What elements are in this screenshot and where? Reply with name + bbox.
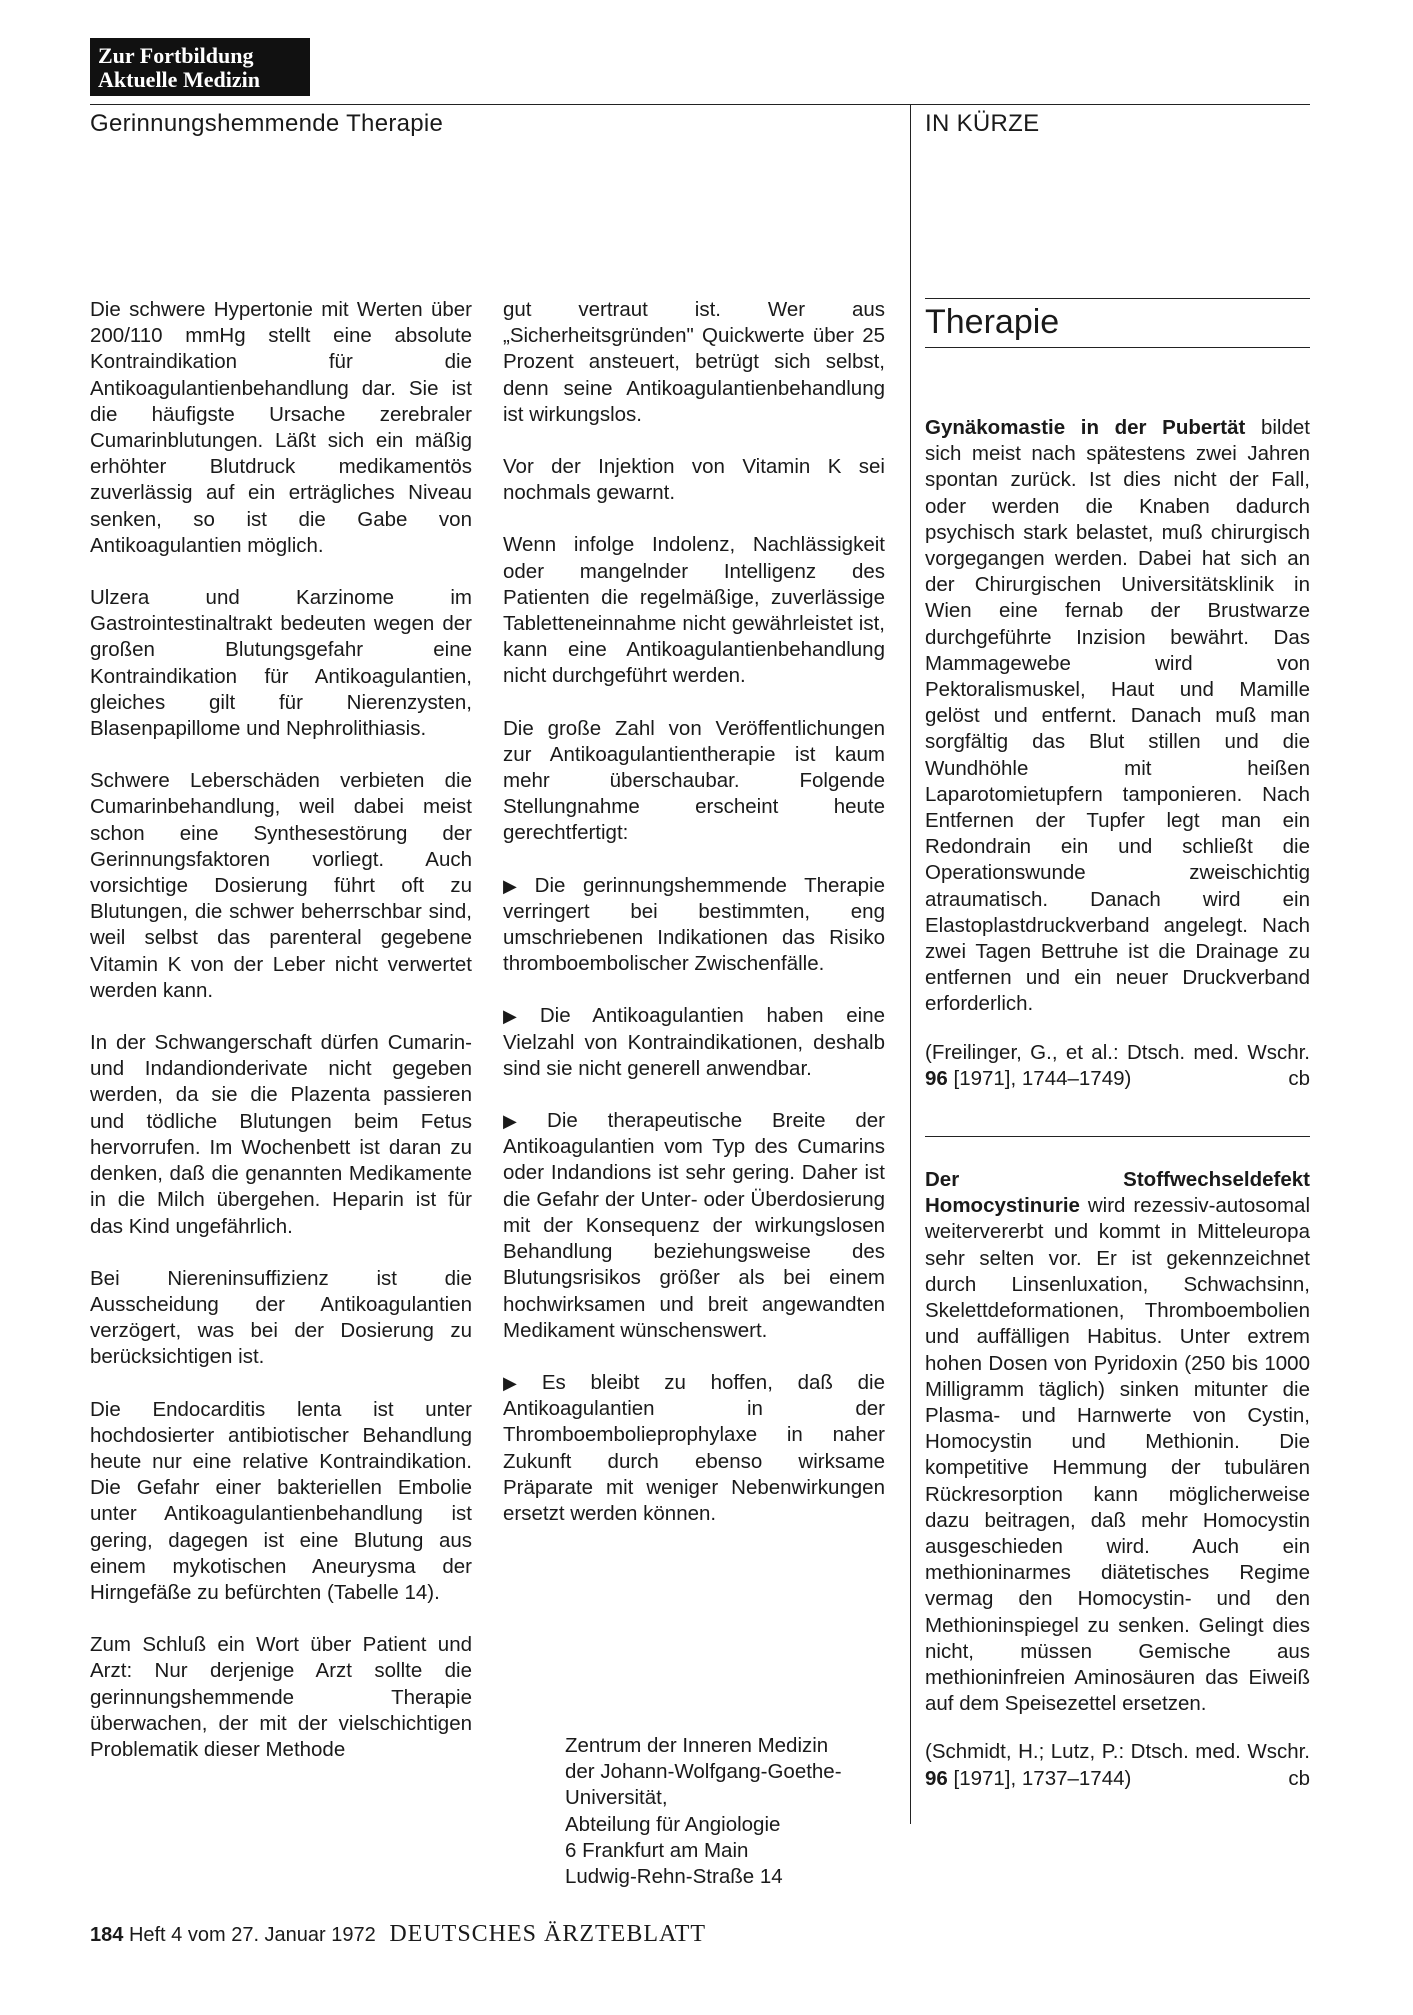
page-number: 184: [90, 1924, 124, 1946]
col2-bullet-4: [503, 1370, 885, 1527]
triangle-bullet-icon: ▶: [503, 1006, 534, 1027]
ref-text: [1971], 1744–1749): [947, 1066, 1132, 1090]
brief-1-reference: [925, 1040, 1310, 1092]
col1-paragraph-6: Die Endocarditis lenta ist unter hochdosierter antibiotischer Behandlung heute nur eine relative Kontraindikation. Die Gefahr einer bakteriellen Embolie unter Antikoagulantienbehandlung ist gering, dagegen ist eine Blutung aus einem mykotischen Aneurysma der Hirngefäße zu befürchten (Tabelle 14).: [90, 1397, 472, 1604]
address-line: Zentrum der Inneren Medizin: [565, 1734, 829, 1757]
col1-paragraph-1: Die schwere Hypertonie mit Werten über 200/110 mmHg stellt eine absolute Kontraindikation für die Antikoagulantienbehandlung dar. Sie ist die häufigste Ursache zerebraler Cumarinblutungen. Läßt sich ein mäßig erhöhter Blutdruck medikamentös zuverlässig auf ein erträgliches Niveau senken, so ist die Gabe von Antikoagulantien möglich.: [90, 298, 472, 557]
address-line: Universität,: [565, 1786, 668, 1810]
journal-name: DEUTSCHES ÄRZTEBLATT: [389, 1921, 706, 1947]
col1-paragraph-4: In der Schwangerschaft dürfen Cumarin- und Indandionderivate nicht gegeben werden, da sie die Plazenta passieren und tödliche Blutungen beim Fetus hervorrufen. Im Wochenbett ist daran zu denken, daß die genannten Medikamente in die Milch übergehen. Heparin ist für das Kind ungefährlich.: [90, 1031, 472, 1238]
triangle-bullet-icon: ▶: [503, 1372, 536, 1393]
brief-1-text: bildet sich meist nach spätestens zwei Jahren spontan zurück. Ist dies nicht der Fall, oder werden die Knaben dadurch psychisch stark belastet, muß chirurgisch vorgegangen werden. Dabei hat sich an der Chirurgischen Universitätsklinik in Wien eine fernab der Brustwarze durchgeführte Inzision bewährt. Das Mammagewebe wird von Pektoralismuskel, Haut und Mamille gelöst und entfernt. Danach muß man sorgfältig das Blut stillen und die Wundhöhle mit heißen Laparotomietupfern tamponieren. Nach Entfernen der Tupfer legt man ein Redondrain ein und schließt die Operationswunde zweischichtig atraumatisch. Danach wird ein Elastoplastdruckverband angelegt. Nach zwei Tagen Bettruhe ist die Drainage zu entfernen und ein neuer Druckverband erforderlich.: [925, 416, 1310, 1016]
col2-paragraph-3: Wenn infolge Indolenz, Nachlässigkeit oder mangelnder Intelligenz des Patienten die regelmäßige, zuverlässige Tabletteneinnahme nicht gewährleistet ist, kann eine Antikoagulantienbehandlung nicht durchgeführt werden.: [503, 533, 885, 688]
ref-signature: cb: [1288, 1766, 1310, 1790]
bullet-4-text: Es bleibt zu hoffen, daß die Antikoagulantien in der Thromboembolieprophylaxe in naher Zukunft durch ebenso wirksame Präparate mit weniger Nebenwirkungen ersetzt werden können.: [503, 1370, 885, 1525]
col2-paragraph-4: Die große Zahl von Veröffentlichungen zur Antikoagulantientherapie ist kaum mehr überschaubar. Folgende Stellungnahme erscheint heute gerechtfertigt:: [503, 716, 885, 845]
sidebar-heading: IN KÜRZE: [925, 110, 1040, 137]
brief-2-reference: [925, 1739, 1310, 1791]
ref-text: (Freilinger, G., et al.: Dtsch. med. Wschr.: [925, 1040, 1310, 1064]
badge-line-1: Zur Fortbildung: [98, 43, 254, 68]
col2-bullet-1: [503, 873, 885, 978]
issue-info: Heft 4 vom 27. Januar 1972: [128, 1924, 376, 1946]
ref-volume: 96: [925, 1766, 948, 1790]
section-badge: [90, 38, 310, 96]
column-3: [925, 415, 1310, 1818]
sidebar-title: Therapie: [925, 303, 1060, 341]
bullet-2-text: Die Antikoagulantien haben eine Vielzahl von Kontraindikationen, deshalb sind sie nicht generell anwendbar.: [503, 1004, 886, 1080]
triangle-bullet-icon: ▶: [503, 1111, 542, 1132]
address-line: Ludwig-Rehn-Straße 14: [565, 1865, 783, 1889]
brief-divider: [925, 1136, 1310, 1137]
col1-paragraph-7: Zum Schluß ein Wort über Patient und Arzt: Nur derjenige Arzt sollte die gerinnungshemmende Therapie überwachen, der mit der vielschichtigen Problematik dieser Methode: [90, 1633, 472, 1761]
author-address: [565, 1733, 842, 1890]
badge-line-2: Aktuelle Medizin: [98, 67, 260, 92]
running-title: Gerinnungshemmende Therapie: [90, 110, 444, 137]
sidebar-divider: [910, 104, 911, 1824]
brief-2: [925, 1167, 1310, 1717]
brief-2-text: wird rezessiv-autosomal weitervererbt und kommt in Mitteleuropa sehr selten vor. Er ist gekennzeichnet durch Linsenluxation, Schwachsinn, Skelettdeformationen, Thromboembolien und auffälligen Habitus. Unter extrem hohen Dosen von Pyridoxin (250 bis 1000 Milligramm täglich) sinken mitunter die Plasma- und Harnwerte von Cystin, Homocystin und Methionin. Die kompetitive Hemmung der tubulären Rückresorption kann möglicherweise dazu beitragen, daß mehr Homocystin ausgeschieden wird. Auch ein methioninarmes diätetisches Regime vermag den Homocystin- und den Methioninspiegel zu senken. Gelingt dies nicht, müssen Gemische aus methioninfreien Aminosäuren das Eiweiß auf dem Speisezettel ersetzen.: [925, 1194, 1310, 1716]
col1-paragraph-3: Schwere Leberschäden verbieten die Cumarinbehandlung, weil dabei meist schon eine Synthesestörung der Gerinnungsfaktoren vorliegt. Auch vorsichtige Dosierung führt oft zu Blutungen, die schwer beherrschbar sind, weil selbst das parenteral gegebene Vitamin K von der Leber nicht verwertet werden kann.: [90, 769, 472, 1002]
sidebar-title-rule-bottom: [925, 347, 1310, 348]
address-line: 6 Frankfurt am Main: [565, 1838, 749, 1862]
column-1: [90, 297, 472, 1789]
col2-bullet-3: [503, 1108, 885, 1344]
col2-paragraph-2: Vor der Injektion von Vitamin K sei nochmals gewarnt.: [503, 455, 885, 505]
brief-2-lead: Der Stoffwechseldefekt Homocystinurie: [925, 1168, 1310, 1218]
bullet-1-text: Die gerinnungshemmende Therapie verringert bei bestimmten, eng umschriebenen Indikationen das Risiko thromboembolischer Zwischenfälle.: [503, 873, 885, 976]
address-line: Abteilung für Angiologie: [565, 1812, 781, 1836]
ref-volume: 96: [925, 1066, 948, 1090]
bullet-3-text: Die therapeutische Breite der Antikoagulantien vom Typ des Cumarins oder Indandions ist sehr gering. Daher ist die Gefahr der Unter- oder Überdosierung mit der Konsequenz der wirkungslosen Behandlung beziehungsweise des Blutungsrisikos größer als bei einem hochwirksamen und breit angewandten Medikament wünschenswert.: [503, 1109, 886, 1342]
brief-1-lead: Gynäkomastie in der Pubertät: [925, 416, 1246, 439]
top-rule: [90, 104, 1310, 105]
page-footer: [90, 1921, 706, 1948]
sidebar-title-rule-top: [925, 298, 1310, 299]
column-2: [503, 297, 885, 1553]
triangle-bullet-icon: ▶: [503, 875, 529, 896]
col1-paragraph-5: Bei Niereninsuffizienz ist die Ausscheidung der Antikoagulantien verzögert, was bei der Dosierung zu berücksichtigen ist.: [90, 1266, 472, 1369]
address-line: der Johann-Wolfgang-Goethe-: [565, 1760, 842, 1784]
brief-1: [925, 415, 1310, 1018]
ref-signature: cb: [1288, 1066, 1310, 1090]
ref-text: [1971], 1737–1744): [947, 1766, 1132, 1790]
col2-bullet-2: [503, 1003, 885, 1082]
ref-text: (Schmidt, H.; Lutz, P.: Dtsch. med. Wschr.: [925, 1740, 1310, 1764]
col1-paragraph-2: Ulzera und Karzinome im Gastrointestinaltrakt bedeuten wegen der großen Blutungsgefahr eine Kontraindikation für Antikoagulantien, gleiches gilt für Nierenzysten, Blasenpapillome und Nephrolithiasis.: [90, 586, 472, 741]
col2-paragraph-1: gut vertraut ist. Wer aus „Sicherheitsgründen" Quickwerte über 25 Prozent ansteuert, betrügt sich selbst, denn seine Antikoagulantienbehandlung ist wirkungslos.: [503, 298, 885, 426]
